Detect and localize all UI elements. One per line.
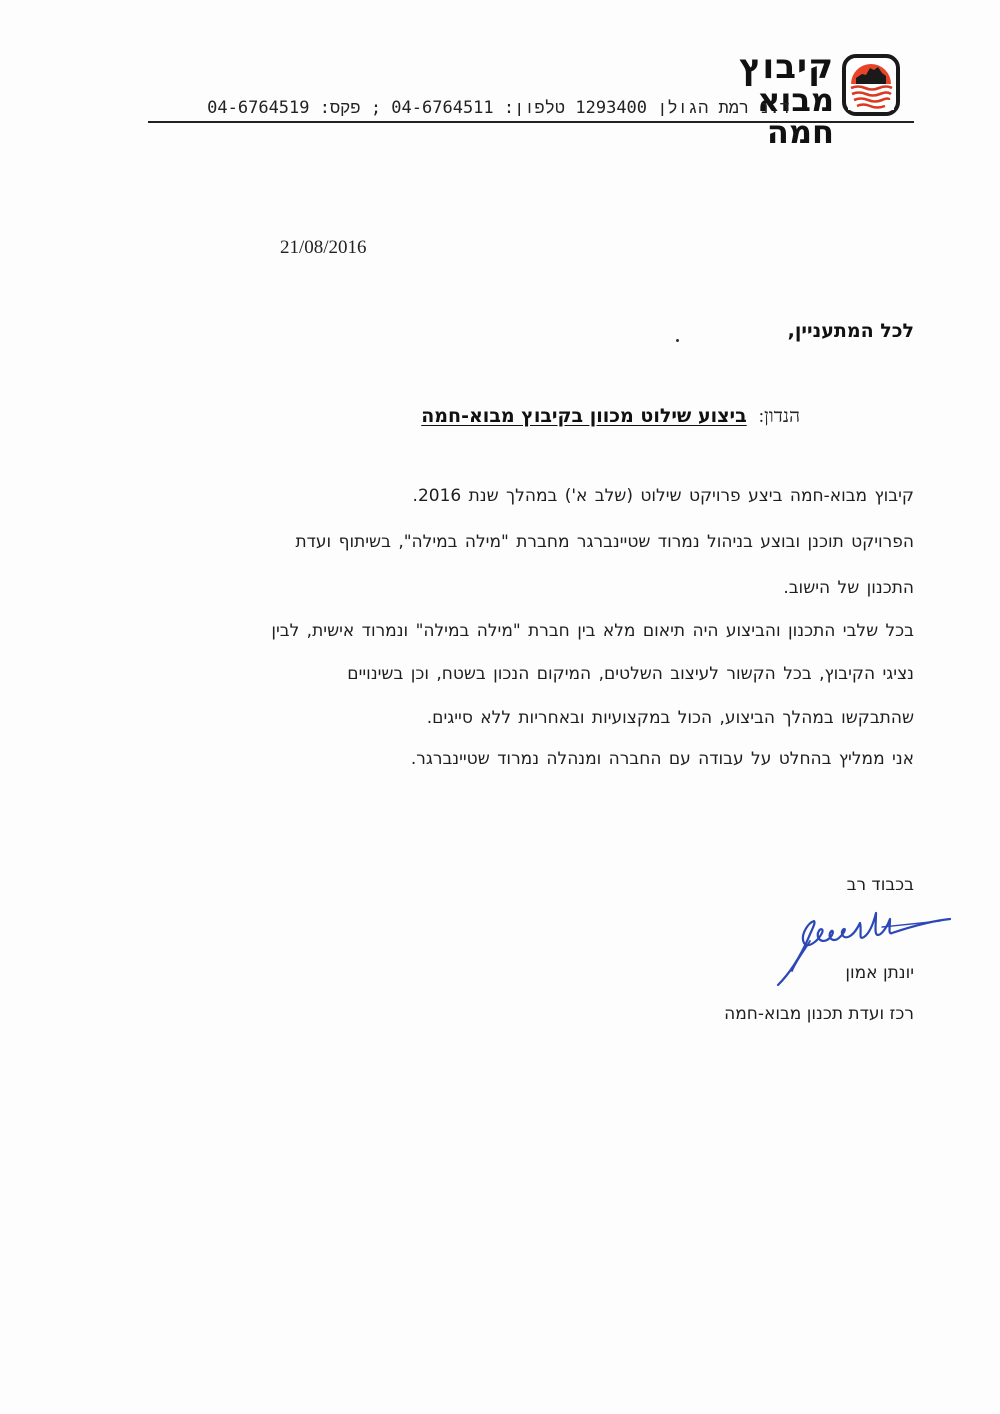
body-line-4: בכל שלבי התכנון והביצוע היה תיאום מלא בין חברת "מילה במילה" ונמרוד אישית, לבין: [271, 621, 914, 641]
body-line-6: שהתבקשו במהלך הביצוע, הכול במקצועיות ובאחריות ללא סייגים.: [426, 708, 914, 728]
logo-line-1: קיבוץ: [739, 47, 834, 87]
letterhead-divider: [148, 121, 914, 123]
body-line-3: התכנון של הישוב.: [783, 578, 914, 598]
body-line-5: נציגי הקיבוץ, בכל הקשור לעיצוב השלטים, המיקום הנכון בשטח, וכן בשינויים: [347, 664, 914, 684]
letter-subject: [421, 405, 800, 428]
subject-label: הנדון:: [758, 406, 800, 427]
letterhead-address: ד.נ רמת הגולן 1293400 טלפון: 04-6764511 ; פקס: 04-6764519: [207, 98, 790, 118]
letter-date: 21/08/2016: [280, 237, 367, 258]
body-line-2: הפרויקט תוכנן ובוצע בניהול נמרוד שטיינברגר מחברת "מילה במילה", בשיתוף ועדת: [295, 532, 914, 552]
kibbutz-emblem-icon: [842, 54, 900, 116]
logo-line-2: מבוא חמה: [757, 81, 834, 151]
signer-title: רכז ועדת תכנון מבוא-חמה: [724, 1004, 914, 1024]
body-line-1: קיבוץ מבוא-חמה ביצע פרויקט שילוט (שלב א') במהלך שנת 2016.: [412, 486, 914, 506]
scan-speck: [676, 339, 679, 342]
letter-closing: בכבוד רב: [846, 875, 914, 895]
signer-name: יונתן אמון: [845, 963, 914, 983]
subject-title: ביצוע שילוט מכוון בקיבוץ מבוא-חמה: [421, 405, 747, 427]
letter-greeting: לכל המתעניין,: [787, 320, 914, 342]
body-line-7: אני ממליץ בהחלט על עבודה עם החברה ומנהלה נמרוד שטיינברגר.: [410, 749, 914, 769]
